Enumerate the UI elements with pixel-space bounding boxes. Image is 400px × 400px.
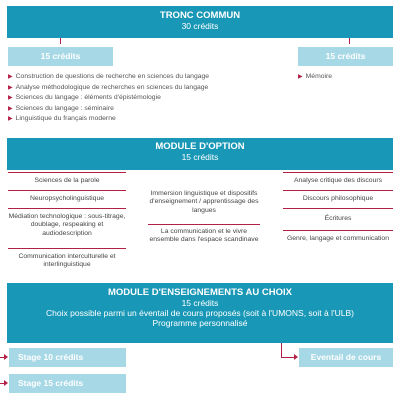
tronc-commun-title: TRONC COMMUN xyxy=(159,10,241,21)
divider xyxy=(8,190,126,191)
tronc-left-credits-box xyxy=(8,47,113,66)
divider xyxy=(8,248,126,249)
module-option-credits: 15 crédits xyxy=(181,152,219,162)
module-option-header xyxy=(7,138,393,170)
option-sciences-parole: Sciences de la parole xyxy=(34,177,100,184)
stage-10-label: Stage 10 crédits xyxy=(18,352,84,362)
eventail-cours-label: Eventail de cours xyxy=(310,352,382,362)
option-genre-langage: Genre, langage et communication xyxy=(286,235,389,242)
divider xyxy=(283,230,393,231)
module-choix-credits: 15 crédits xyxy=(181,298,219,308)
tronc-left-credits-label: 15 crédits xyxy=(40,51,81,61)
option-communication-interculturelle: Communication interculturelle et interlinguistique xyxy=(18,253,116,269)
tronc-right-course-list xyxy=(298,72,393,83)
list-item: ▶ Sciences du langage : éléments d'épistémologie xyxy=(8,94,161,102)
option-vivre-ensemble-scandinave: La communication et le vivre ensemble dans l'espace scandinave xyxy=(149,228,259,244)
tronc-commun-header xyxy=(7,6,393,38)
connector-eventail-horizontal xyxy=(281,357,294,358)
stage-10-box xyxy=(9,348,126,367)
module-choix-description: Choix possible parmi un éventail de cours proposés (soit à l'UMONS, soit à l'ULB) xyxy=(46,308,354,318)
stage-15-box xyxy=(9,374,126,393)
list-item: ▶ Sciences du langage : séminaire xyxy=(8,104,114,112)
stage-15-label: Stage 15 crédits xyxy=(18,378,84,388)
option-mediation-technologique: Médiation technologique : sous-titrage, doublage, respeaking et audiodescription xyxy=(8,213,126,237)
module-option-title: MODULE D'OPTION xyxy=(155,141,245,152)
option-immersion-linguistique: Immersion linguistique et dispositifs d'enseignement / apprentissage des langues xyxy=(149,190,259,214)
tronc-left-course-list xyxy=(8,72,293,125)
divider xyxy=(283,172,393,173)
divider xyxy=(283,208,393,209)
connector-tronc-right xyxy=(349,38,350,44)
tronc-commun-credits: 30 crédits xyxy=(181,21,219,31)
triangle-bullet-icon: ▶ xyxy=(8,84,13,91)
option-discours-philosophique: Discours philosophique xyxy=(302,195,374,202)
option-ecritures: Écritures xyxy=(324,215,352,222)
tronc-right-credits-label: 15 crédits xyxy=(325,51,366,61)
divider xyxy=(148,224,260,225)
triangle-bullet-icon: ▶ xyxy=(8,105,13,112)
eventail-cours-box xyxy=(299,348,393,367)
module-choix-programme: Programme personnalisé xyxy=(152,318,248,328)
triangle-bullet-icon: ▶ xyxy=(8,95,13,102)
module-choix-title: MODULE D'ENSEIGNEMENTS AU CHOIX xyxy=(107,287,292,298)
list-item: ▶ Analyse méthodologique de recherches en sciences du langage xyxy=(8,83,209,91)
list-item: ▶ Construction de questions de recherche en sciences du langage xyxy=(8,73,210,80)
triangle-bullet-icon: ▶ xyxy=(298,74,303,80)
connector-tronc-left xyxy=(60,38,61,44)
triangle-bullet-icon: ▶ xyxy=(8,116,13,123)
arrow-right-icon xyxy=(4,354,8,360)
list-item: ▶ Linguistique du français moderne xyxy=(8,115,116,123)
divider xyxy=(283,190,393,191)
tronc-right-credits-box xyxy=(298,47,393,66)
divider xyxy=(8,172,126,173)
option-analyse-critique: Analyse critique des discours xyxy=(293,177,383,184)
module-choix-box xyxy=(7,283,393,343)
connector-eventail-vertical xyxy=(281,343,282,357)
arrow-right-icon xyxy=(294,354,298,360)
list-item: ▶ Mémoire xyxy=(298,73,333,80)
option-neuropsycholinguistique: Neuropsycholinguistique xyxy=(29,195,105,202)
triangle-bullet-icon: ▶ xyxy=(8,74,13,80)
arrow-right-icon xyxy=(4,380,8,386)
divider xyxy=(8,208,126,209)
